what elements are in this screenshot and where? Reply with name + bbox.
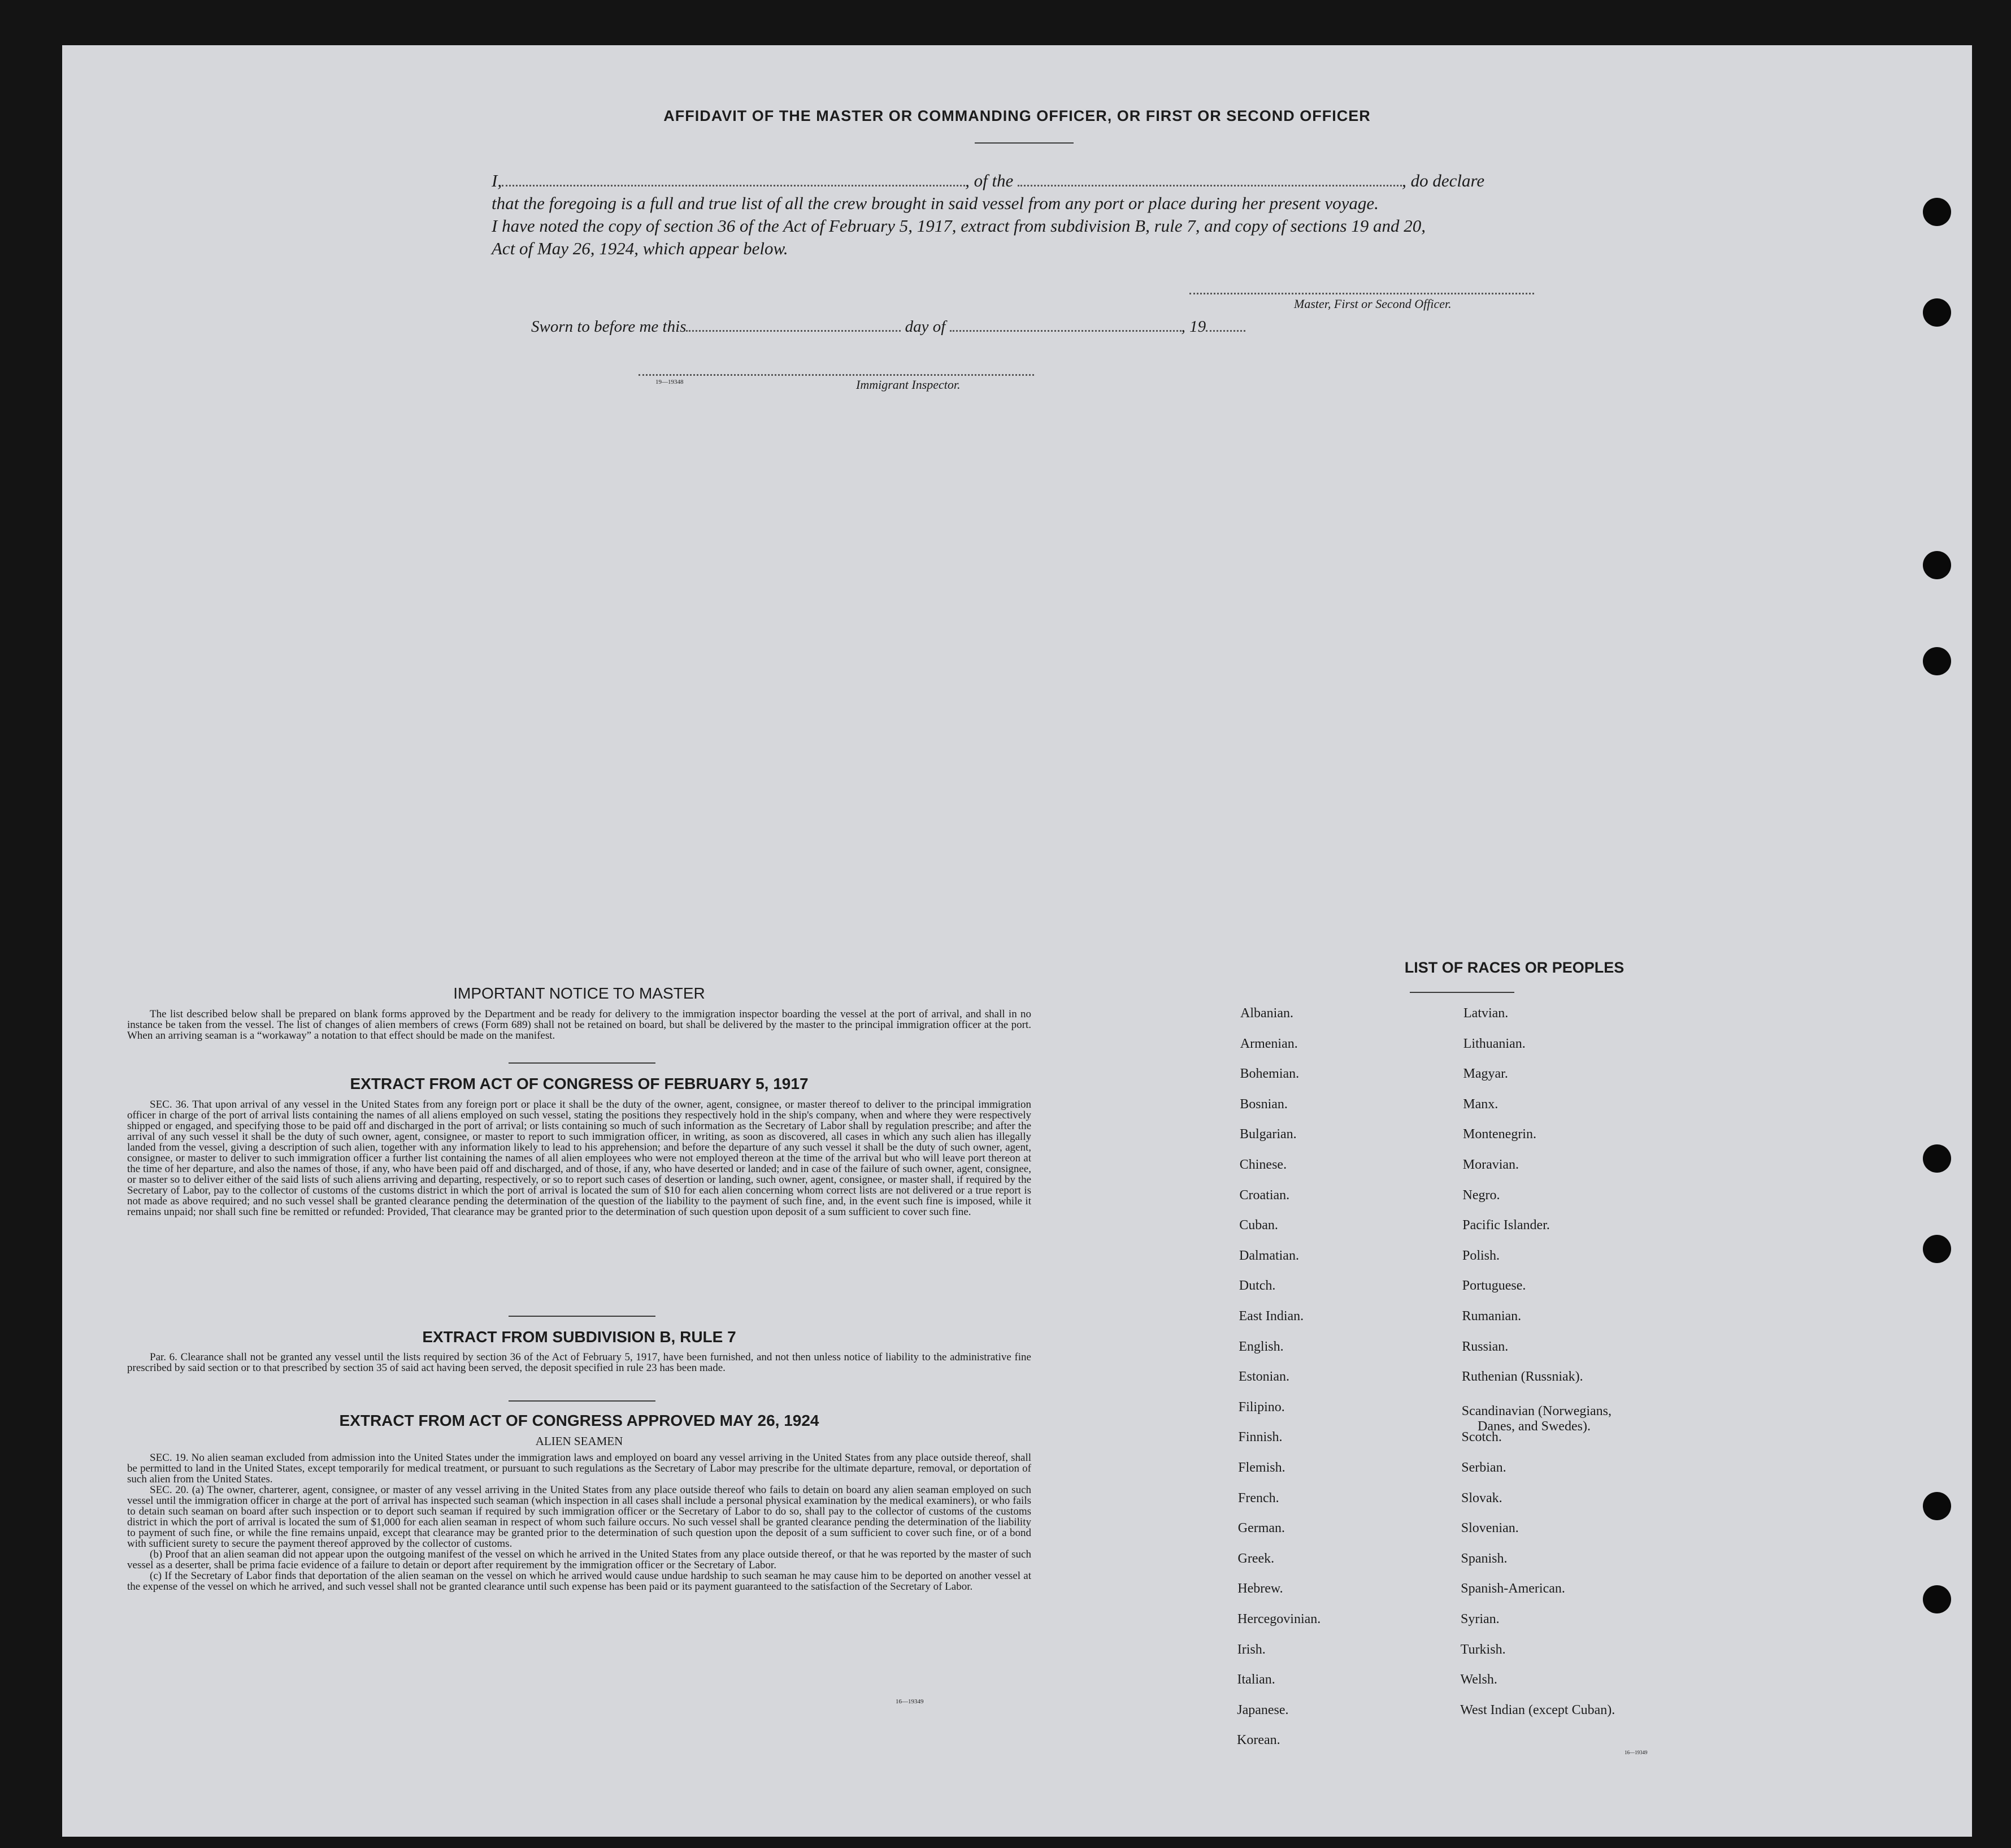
race-item: Japanese. (1237, 1702, 1289, 1717)
race-item: Turkish. (1460, 1642, 1506, 1657)
extract-1924-title: EXTRACT FROM ACT OF CONGRESS APPROVED MAY 26, 1924 (339, 1412, 819, 1429)
section-divider (509, 1400, 655, 1402)
race-item: Welsh. (1460, 1672, 1497, 1688)
race-item: Montenegrin. (1463, 1127, 1536, 1142)
extract-rule7-title: EXTRACT FROM SUBDIVISION B, RULE 7 (422, 1328, 736, 1346)
declaration-text-line3: I have noted the copy of section 36 of the Act of February 5, 1917, extract from subdivision B, rule 7, and copy of sections 19 and 20, (492, 216, 1426, 236)
race-item: Negro. (1462, 1187, 1500, 1203)
punch-hole (1923, 551, 1951, 579)
extract-rule7-text: Par. 6. Clearance shall not be granted any vessel until the lists required by section 36 of the Act of February 5, 1917, have been furnished, and not then unless notice of liability to the administrative fine prescribed by said section or to that prescribed by section 35 of said act having been served, the deposit specified in rule 23 has been made. (127, 1351, 1031, 1374)
race-item: Lithuanian. (1463, 1036, 1526, 1051)
race-item: Spanish-American. (1461, 1581, 1565, 1597)
race-item: Moravian. (1462, 1157, 1519, 1172)
race-item: Filipino. (1238, 1399, 1285, 1415)
section-divider (509, 1316, 655, 1317)
race-item-continuation: Danes, and Swedes). (1478, 1418, 1591, 1434)
races-form-number: 16—19349 (1625, 1750, 1648, 1755)
section-20c-text: (c) If the Secretary of Labor finds that deportation of the alien seaman on the vessel on which he arrived would cause undue hardship to such seaman he may cause him to be deported on another vessel at the expense of the vessel on which he arrived, and such vessel shall not be granted clearance until such expense has been paid or its payment guaranteed to the satisfaction of the Secretary of Labor. (127, 1570, 1031, 1593)
race-item: Pacific Islander. (1462, 1218, 1550, 1233)
affidavit-title: AFFIDAVIT OF THE MASTER OR COMMANDING OFFICER, OR FIRST OR SECOND OFFICER (663, 107, 1371, 124)
section-divider (509, 1062, 655, 1064)
race-item: Irish. (1237, 1642, 1266, 1657)
race-item: Bosnian. (1240, 1096, 1288, 1112)
race-item: Russian. (1462, 1339, 1509, 1354)
race-item: Albanian. (1240, 1006, 1293, 1021)
extract-1917-title: EXTRACT FROM ACT OF CONGRESS OF FEBRUARY 5, 1917 (350, 1075, 809, 1092)
race-item: Armenian. (1240, 1036, 1298, 1051)
inspector-signature-label: Immigrant Inspector. (856, 378, 961, 392)
notice-text: The list described below shall be prepared on blank forms approved by the Department and be ready for delivery to the immigration inspector boarding the vessel at the port of arrival, and shall in no instance be taken from the vessel. The list of changes of alien members of crews (Form 689) shall not be retained on board, but shall be delivered by the master to the principal immigration officer at the port. When an arriving seaman is a “workaway” a notation to that effect should be made on the manifest. (127, 1008, 1031, 1042)
master-signature-label: Master, First or Second Officer. (1294, 297, 1452, 311)
punch-hole (1923, 647, 1951, 675)
race-item: Rumanian. (1462, 1309, 1522, 1324)
title-divider (975, 142, 1074, 144)
race-item: Manx. (1463, 1096, 1499, 1112)
race-item: Serbian. (1461, 1460, 1506, 1475)
declarant-prefix: I, (492, 171, 502, 190)
sworn-year-field[interactable] (1206, 330, 1245, 332)
sworn-line (531, 318, 1616, 336)
sworn-month-prefix: day of (905, 318, 946, 336)
declarant-name-field[interactable] (502, 185, 965, 186)
races-title-divider (1410, 992, 1514, 993)
race-item: Ruthenian (Russniak). (1462, 1369, 1583, 1385)
affidavit-form-number: 19—19348 (655, 379, 684, 385)
race-item: Portuguese. (1462, 1278, 1526, 1294)
race-item: Spanish. (1461, 1551, 1508, 1566)
declaration-text-line2: that the foregoing is a full and true list of all the crew brought in said vessel from any port or place during her present voyage. (492, 193, 1379, 213)
race-item: Chinese. (1239, 1157, 1287, 1172)
race-item: Dutch. (1239, 1278, 1276, 1294)
extract-1924-text (127, 1452, 1031, 1592)
race-item: East Indian. (1239, 1309, 1304, 1324)
master-signature-field[interactable] (1189, 293, 1534, 294)
sworn-day-field[interactable] (686, 330, 901, 332)
races-list-title: LIST OF RACES OR PEOPLES (1404, 959, 1625, 976)
punch-hole (1923, 198, 1951, 226)
race-item: Italian. (1237, 1672, 1275, 1688)
race-item: Dalmatian. (1239, 1248, 1299, 1263)
punch-hole (1923, 298, 1951, 327)
race-item: French. (1238, 1490, 1279, 1506)
section-20a-text: SEC. 20. (a) The owner, charterer, agent, consignee, or master of any vessel arriving in the United States from any place outside thereof who fails to detain on board any alien seaman employed on such vessel until the immigration officer in charge at the port of arrival has inspected such seaman (which inspection in all cases shall include a personal physical examination by the medical examiners), or who fails to detain such seaman on board after such inspection or to deport such seaman if required by such immigration officer or the Secretary of Labor to do so, shall pay to the collector of customs of the customs district in which the port of arrival is located the sum of $1,000 for each alien seaman in respect of whom such failure occurs. No such vessel shall be granted clearance pending the determination of the liability to payment of such fine, or while the fine remains unpaid, except that clearance may be granted prior to the determination of such question upon the deposit of a sum sufficient to cover such fine, or of a bond with sufficient surety to secure the payment thereof approved by the collector of customs. (127, 1484, 1031, 1550)
declaration-text-line4: Act of May 26, 1924, which appear below. (492, 238, 788, 258)
race-item: Polish. (1462, 1248, 1500, 1263)
extract-form-number: 16—19349 (896, 1698, 924, 1705)
race-item: Korean. (1237, 1733, 1280, 1748)
race-item: Croatian. (1239, 1187, 1290, 1203)
sworn-month-field[interactable] (950, 330, 1182, 332)
section-20b-text: (b) Proof that an alien seaman did not appear upon the outgoing manifest of the vessel on which he arrived in the United States from any place outside thereof, or that he was reported by the master of such vessel as a deserter, shall be prima facie evidence of a failure to detain or deport after requirement by the immigration officer or the Secretary of Labor. (127, 1548, 1031, 1571)
race-item: Bohemian. (1240, 1066, 1300, 1082)
punch-hole (1923, 1585, 1951, 1613)
sworn-year-prefix: , 19 (1181, 318, 1206, 336)
vessel-name-field[interactable] (1018, 185, 1402, 186)
race-item: Cuban. (1239, 1218, 1278, 1233)
punch-hole (1923, 1235, 1951, 1263)
extract-1917-text: SEC. 36. That upon arrival of any vessel in the United States from any foreign port or place it shall be the duty of the owner, agent, consignee, or master thereof to deliver to the principal immigration officer in charge of the port of arrival lists containing the names of all aliens employed on such vessel, stating the positions they respectively hold in the ship's company, when and where they were respectively shipped or engaged, and specifying those to be paid off and discharged in the port of arrival; or lists containing so much of such information as the Secretary of Labor shall by regulation prescribe; and after the arrival of any such vessel it shall be the duty of such owner, agent, consignee, or master to report to such immigration officer, in writing, as soon as discovered, all cases in which any such alien has illegally landed from the vessel, giving a description of such alien, together with any information likely to lead to his apprehension; and before the departure of any such vessel it shall be the duty of such owner, agent, consignee, or master to deliver to such immigration officer a further list containing the names of all alien employees who were not employed thereon at the time of the arrival but who will leave port thereon at the time of her departure, and also the names of those, if any, who have been paid off and discharged, and of those, if any, who have deserted or landed; and in case of the failure of such owner, agent, consignee, or master so to deliver either of the said lists of such aliens arriving and departing, respectively, or so to report such cases of desertion or landing, such owner, agent, consignee, or master shall, if required by the Secretary of Labor, pay to the collector of customs of the customs district in which the port of arrival is located the sum of $10 for each alien concerning whom correct lists are not delivered or a true report is not made as above required; and no such vessel shall be granted clearance pending the determination of the question of the liability to the payment of such fine, and, in the event such fine is imposed, while it remains unpaid; nor shall such fine be remitted or refunded: Provided, That clearance may be granted prior to the determination of such question upon deposit of a sum sufficient to cover such fine. (127, 1099, 1031, 1218)
declare-suffix: , do declare (1402, 171, 1485, 190)
race-item: Hebrew. (1237, 1581, 1283, 1597)
race-item: Slovenian. (1461, 1521, 1519, 1536)
race-item: Greek. (1237, 1551, 1275, 1566)
race-item: Scandinavian (Norwegians, (1461, 1403, 1612, 1418)
punch-hole (1923, 1144, 1951, 1173)
race-item: Estonian. (1239, 1369, 1289, 1385)
alien-seamen-subtitle: ALIEN SEAMEN (535, 1434, 623, 1448)
race-item: Latvian. (1463, 1006, 1509, 1021)
inspector-signature-field[interactable] (639, 374, 1034, 376)
race-item: Slovak. (1461, 1490, 1502, 1506)
sworn-prefix: Sworn to before me this (531, 318, 687, 336)
form-page (62, 45, 1972, 1837)
race-item: Scotch. (1461, 1430, 1502, 1445)
race-item: Hercegovinian. (1237, 1612, 1321, 1626)
declaration-line (492, 171, 1576, 191)
section-19-text: SEC. 19. No alien seaman excluded from admission into the United States under the immigration laws and employed on board any vessel arriving in the United States from any place outside thereof, shall be permitted to land in the United States, except temporarily for medical treatment, or pursuant to such regulations as the Secretary of Labor may prescribe for the ultimate departure, removal, or deportation of such alien from the United States. (127, 1452, 1031, 1485)
race-item: English. (1239, 1339, 1284, 1354)
race-item: Bulgarian. (1240, 1127, 1297, 1142)
race-item: West Indian (except Cuban). (1460, 1702, 1615, 1717)
race-item: Syrian. (1461, 1612, 1500, 1626)
vessel-prefix: , of the (965, 171, 1014, 190)
punch-hole (1923, 1492, 1951, 1520)
race-item: Finnish. (1238, 1430, 1283, 1445)
race-item: Magyar. (1463, 1066, 1508, 1082)
race-item: Flemish. (1238, 1460, 1285, 1475)
race-item: German. (1237, 1521, 1285, 1536)
notice-title: IMPORTANT NOTICE TO MASTER (453, 984, 705, 1002)
